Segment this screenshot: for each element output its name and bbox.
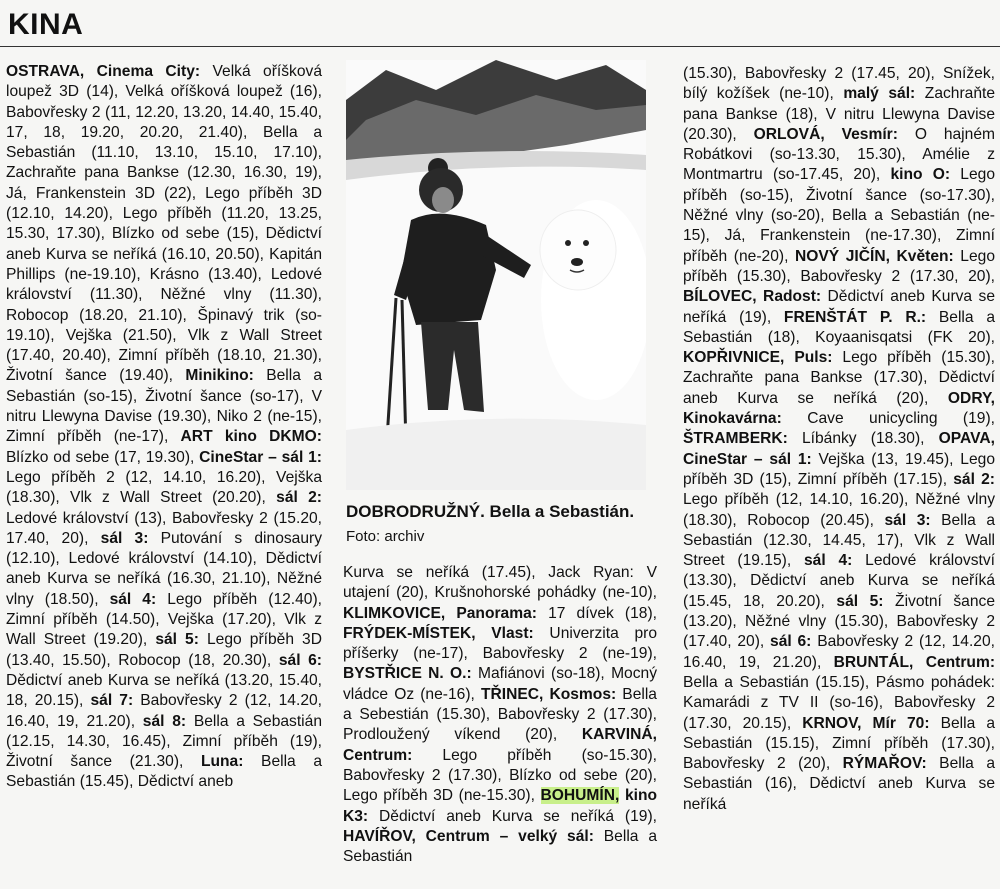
venue-name: sál 5: [155, 631, 199, 649]
program-text: Kurva se neříká (17.45), Jack Ryan: V utajení (20), Krušnohorské pohádky (ne-10), [343, 564, 657, 602]
venue-name: sál 4: [803, 552, 853, 570]
venue-name: KRNOV, Mír 70: [802, 714, 930, 732]
program-text: Univerzita pro příšerky (ne-17), Babovřesky 2 (ne-19), [343, 624, 657, 663]
venue-name: FRENŠTÁT P. R.: [783, 308, 927, 326]
venue-name: RÝMAŘOV: [842, 755, 927, 773]
listing-column-1 [6, 62, 322, 793]
program-text: Bella a Sebestián (15.30), Babovřesky 2 (17.30), Prodloužený víkend (20), [343, 685, 657, 744]
title-rule [0, 46, 1000, 47]
program-text: Velká oříšková loupež 3D (14), Velká oříšková loupež (16), Babovřesky 2 (11, 12.20, 13.20, 14.40, 15.40, 17, 18, 19.20, 20.20, 21.40), Bella a Sebastián (11.10, 13.10, 15.10, 17.10), Zachraňte pana Bankse (12.30, 16.30, 19), Já, Frankenstein 3D (22), Lego příběh 3D (12.10, 14.20), Lego příběh (11.20, 13.25, 15.30, 17.30), Blízko od sebe (15), Dědictví aneb Kurva se neříká (16.10, 20.50), Kapitán Phillips (ne-19.10), Krásno (13.40), Ledové království (11.30), Něžné vlny (11.30), Robocop (18.20, 21.10), Špinavý trik (so-19.10), Vejška (21.50), Vlk z Wall Street (17.40, 20.40), Zimní příběh (18.10, 21.30), Životní šance (19.40), [6, 63, 322, 385]
venue-name: sál 4: [109, 590, 157, 608]
program-text: Ledové království (13), Babovřesky 2 (15.20, 17.40, 20), [6, 509, 322, 547]
venue-name: ORLOVÁ, Vesmír: [753, 125, 898, 143]
venue-name: BÍLOVEC, Radost: [683, 288, 822, 306]
venue-name: sál 7: [90, 692, 134, 710]
program-text: Bella a Sebastián (18), Koyaanisqatsi (FK 20), [683, 308, 995, 346]
venue-name: sál 8: [142, 712, 187, 730]
venue-name: Minikino: [185, 367, 254, 385]
program-text: Líbánky (18.30), [787, 430, 939, 448]
caption-credit: Foto: archiv [346, 528, 425, 545]
program-text: Lego příběh (15.30), Babovřesky 2 (17.30, 20), [683, 247, 995, 285]
venue-name: BYSTŘICE N. O.: [343, 665, 472, 683]
program-text: Lego příběh 2 (12, 14.10, 16.20), Vejška (18.30), Vlk z Wall Street (20.20), [6, 468, 322, 507]
venue-name: TŘINEC, Kosmos: [480, 685, 617, 703]
venue-name: ODRY, Kinokavárna: [683, 389, 995, 428]
venue-name: HAVÍŘOV, Centrum – velký sál: [343, 827, 594, 845]
venue-name: sál 3: [100, 529, 149, 547]
photo-caption [346, 500, 646, 549]
program-text: Lego příběh (so-15), Životní šance (so-17.30), Něžné vlny (so-20), Bella a Sebastián (ne-15), Já, Frankenstein (ne-17.30), Zimní příběh (ne-20), [683, 166, 995, 265]
program-text: Bella a Sebastián (15.15), Zimní příběh (17.30), Babovřesky 2 (20), [683, 714, 995, 773]
program-text: Bella a Sebastián (16), Dědictví aneb Kurva se neříká [683, 755, 995, 813]
venue-name: ART kino DKMO: [180, 428, 322, 446]
venue-name: sál 6: [278, 651, 322, 669]
program-text: Ledové království (13.30), Dědictví aneb Kurva se neříká (15.45, 18, 20.20), [683, 552, 995, 610]
listing-column-3 [683, 64, 995, 815]
program-text: O hajném Robátkovi (so-13.30, 15.30), Amélie z Montmartru (so-17.45, 20), [683, 125, 995, 184]
venue-name: NOVÝ JIČÍN, Květen: [794, 247, 954, 265]
program-text: Lego příběh (12, 14.10, 16.20), Něžné vlny (18.30), Robocop (20.45), [683, 491, 995, 529]
program-text: Bella a Sebastián (12.30, 14.45, 17), Vlk z Wall Street (19.15), [683, 511, 995, 570]
venue-name: KLIMKOVICE, Panorama: [343, 604, 537, 622]
program-text: Vejška (13, 19.45), Lego příběh 3D (15), Zimní příběh (17.15), [683, 450, 995, 488]
program-text: Bella a Sebastián (15.45), Dědictví aneb [6, 753, 322, 791]
program-text: Zachraňte pana Bankse (18), V nitru Llewyna Davise (20.30), [683, 85, 996, 143]
caption-headline: DOBRODRUŽNÝ. Bella a Sebastián. [346, 502, 635, 521]
listing-column-2 [343, 563, 657, 867]
venue-name: kino K3: [343, 787, 657, 825]
venue-name: CineStar – sál 1: [199, 448, 322, 466]
program-text: Babovřesky 2 (12, 14.20, 16.40, 19, 21.20), [6, 692, 322, 730]
program-text: Bella a Sebastián [343, 827, 657, 866]
program-text: Dědictví aneb Kurva se neříká (19), [368, 807, 657, 825]
venue-name: KOPŘIVNICE, Puls: [683, 349, 833, 367]
venue-name: Luna: [200, 753, 244, 771]
venue-name: FRÝDEK-MÍSTEK, Vlast: [343, 624, 534, 642]
venue-name-highlighted: BOHUMÍN, [540, 787, 620, 805]
section-title: KINA [8, 8, 84, 41]
venue-name: sál 3: [884, 511, 931, 529]
venue-name: OSTRAVA, Cinema City: [6, 63, 201, 80]
program-text: Lego příběh (so-15.30), Babovřesky 2 (17.30), Blízko od sebe (20), Lego příběh 3D (ne-15.30), [343, 746, 657, 805]
program-text: Dědictví aneb Kurva se neříká (19), [683, 288, 995, 326]
program-text: 17 dívek (18), [536, 604, 657, 622]
program-text: Lego příběh (15.30), Zachraňte pana Bankse (17.30), Dědictví aneb Kurva se neříká (20), [683, 349, 995, 407]
program-text: Dědictví aneb Kurva se neříká (13.20, 15.40, 18, 20.15), [6, 671, 322, 710]
venue-name: malý sál: [843, 85, 916, 103]
venue-name: sál 2: [276, 489, 322, 507]
program-text: Cave unicycling (19), [781, 410, 995, 428]
program-text: Životní šance (13.20), Něžné vlny (15.30), Babovřesky 2 (17.40, 20), [683, 592, 995, 651]
program-text: Lego příběh 3D (13.40, 15.50), Robocop (18, 20.30), [6, 631, 322, 669]
program-text: (15.30), Babovřesky 2 (17.45, 20), Snížek, bílý kožíšek (ne-10), [683, 65, 995, 103]
article-photo [346, 60, 646, 490]
program-text: Blízko od sebe (17, 19.30), [6, 448, 200, 466]
program-text: Bella a Sebastián (15.15), Pásmo pohádek: Kamarádi z TV II (so-16), Babovřesky 2 (17.30, 20.15), [683, 673, 995, 732]
program-text: Lego příběh (12.40), Zimní příběh (14.50), Vejška (17.20), Vlk z Wall Street (19.20), [6, 590, 322, 649]
venue-name: sál 6: [770, 633, 812, 651]
program-text: Bella a Sebastián (12.15, 14.30, 16.45), Zimní příběh (19), Životní šance (21.30), [6, 712, 322, 771]
program-text: Mafiánovi (so-18), Mocný vládce Oz (ne-16), [343, 665, 657, 703]
program-text: Babovřesky 2 (12, 14.20, 16.40, 19, 21.20), [683, 633, 995, 671]
venue-name: BRUNTÁL, Centrum: [833, 653, 996, 671]
program-text: Bella a Sebastián (so-15), Životní šance (so-17), V nitru Llewyna Davise (19.30), Niko 2 (ne-15), Zimní příběh (ne-17), [6, 367, 322, 446]
venue-name: sál 5: [836, 592, 884, 610]
venue-name: sál 2: [953, 470, 995, 488]
venue-name: ŠTRAMBERK: [683, 430, 788, 448]
venue-name: kino O: [890, 166, 951, 184]
venue-name: KARVINÁ, Centrum: [343, 726, 657, 764]
venue-name: OPAVA, CineStar – sál 1: [683, 430, 995, 468]
program-text: Putování s dinosaury (12.10), Ledové království (14.10), Dědictví aneb Kurva se neříká (16.30, 21.10), Něžné vlny (18.50), [6, 529, 322, 608]
